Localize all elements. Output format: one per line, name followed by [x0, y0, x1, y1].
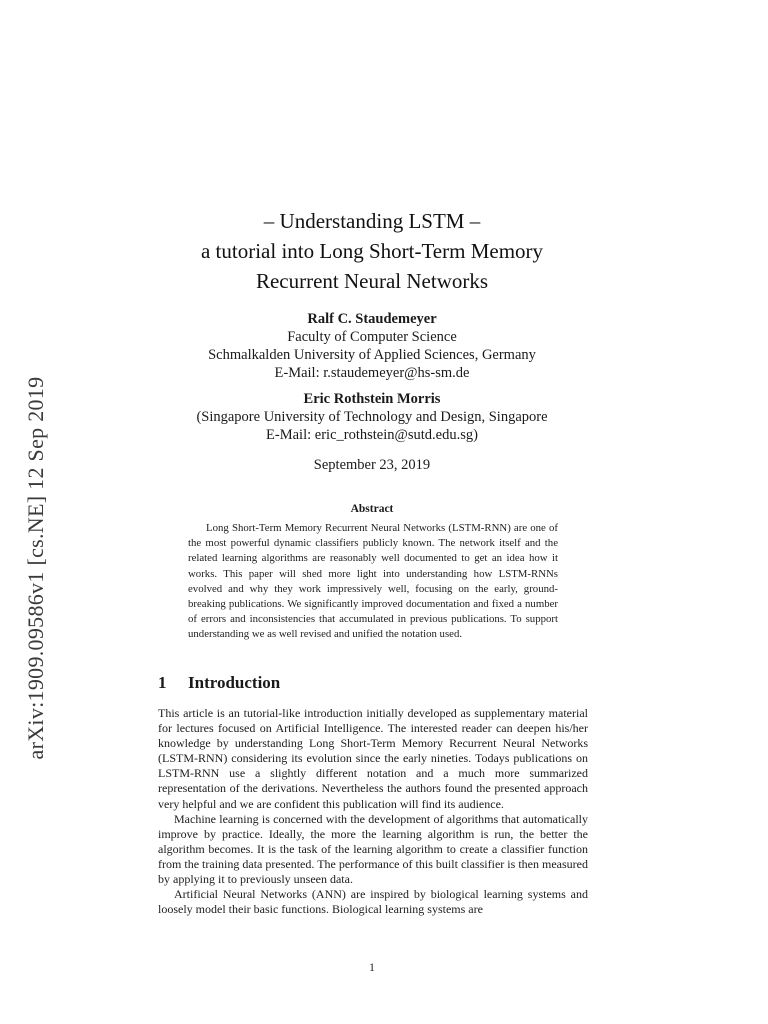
section-heading: [158, 673, 280, 693]
title-line-1: – Understanding LSTM –: [263, 209, 481, 233]
author-name-2: Eric Rothstein Morris: [303, 391, 441, 407]
body-paragraph-3: Artificial Neural Networks (ANN) are inspired by biological learning systems and loosely model their basic functions. Biological learning systems are: [158, 887, 588, 917]
author-affiliation-2: (Singapore University of Technology and Design, Singapore: [196, 409, 548, 425]
body-paragraph-2: Machine learning is concerned with the development of algorithms that automatically improve by practice. Ideally, the more the learning algorithm is run, the better the algorithm becomes. It is the task of the learning algorithm to create a classifier function from the training data presented. The performance of this built classifier is then measured by applying it to previously unseen data.: [158, 811, 588, 887]
author-email-2: E-Mail: eric_rothstein@sutd.edu.sg): [266, 427, 478, 443]
body-text: [158, 706, 588, 917]
author-affiliation-1b: Schmalkalden University of Applied Sciences, Germany: [208, 347, 536, 363]
abstract-text: [188, 521, 558, 643]
paper-title: [0, 206, 744, 296]
section-title: Introduction: [188, 673, 281, 692]
section-number: 1: [158, 673, 167, 692]
arxiv-identifier: arXiv:1909.09586v1 [cs.NE] 12 Sep 2019: [23, 376, 48, 760]
title-line-3: Recurrent Neural Networks: [255, 269, 489, 293]
author-block: [0, 310, 744, 444]
abstract-heading: Abstract: [350, 503, 394, 515]
abstract-paragraph: Long Short-Term Memory Recurrent Neural Networks (LSTM-RNN) are one of the most powerful dynamic classifiers publicly known. The network itself and the related learning algorithms are reasonably well documented to get an idea how it works. This paper will shed more light into understanding how LSTM-RNNs evolved and why they work impressively well, focusing on the early, ground-breaking publications. We significantly improved documentation and fixed a number of errors and inconsistencies that accumulated in previous publications. To support understanding we as well revised and unified the notation used.: [188, 522, 558, 641]
title-line-2: a tutorial into Long Short-Term Memory: [200, 239, 544, 263]
author-email-1: E-Mail: r.staudemeyer@hs-sm.de: [274, 365, 470, 381]
author-name-1: Ralf C. Staudemeyer: [307, 311, 437, 327]
body-paragraph-1: This article is an tutorial-like introduction initially developed as supplementary material for lectures focused on Artificial Intelligence. The interested reader can deepen his/her knowledge by understanding Long Short-Term Memory Recurrent Neural Networks (LSTM-RNN) considering its evolution since the early nineties. Todays publications on LSTM-RNN use a slightly different notation and a much more summarized representation of the derivations. Nevertheless the authors found the presented approach very helpful and we are confident this publication will find its audience.: [158, 706, 588, 811]
author-affiliation-1a: Faculty of Computer Science: [287, 329, 457, 345]
page-number: 1: [369, 962, 375, 974]
publication-date: September 23, 2019: [313, 457, 431, 473]
